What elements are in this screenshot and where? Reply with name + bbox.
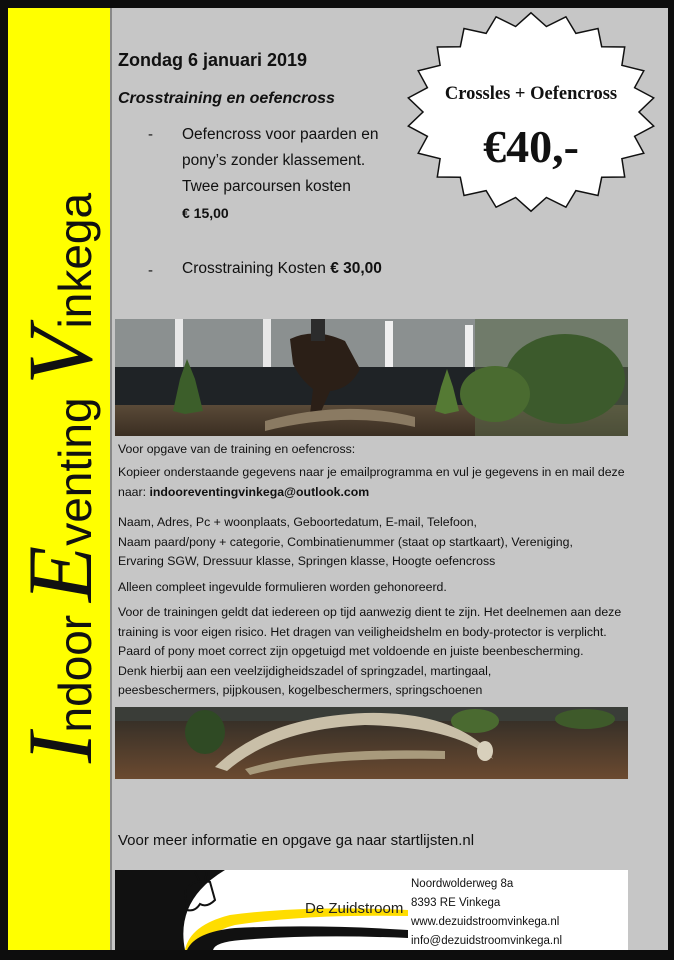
bullet-dash: -: [148, 126, 153, 143]
logo-name: De Zuidstroom: [305, 900, 404, 917]
log-jump-photo: [115, 707, 628, 779]
contact-address: Noordwolderweg 8a: [411, 878, 514, 890]
title-rest-indoor: ndoor: [49, 602, 101, 733]
bullet-line: pony’s zonder klassement.: [182, 152, 366, 169]
signup-email-link[interactable]: indooreventingvinkega@outlook.com: [149, 484, 370, 499]
bullet-oefencross: [182, 122, 422, 226]
bullet-line: Oefencross voor paarden en: [182, 126, 379, 143]
required-fields: [118, 513, 638, 572]
rules-line: training is voor eigen risico. Het dragen van veiligheidshelm en body-protector is verplicht.: [118, 624, 607, 639]
frame-border-right: [668, 0, 674, 960]
contact-postcode: 8393 RE Vinkega: [411, 897, 501, 909]
fields-line: Naam, Adres, Pc + woonplaats, Geboortedatum, E-mail, Telefoon,: [118, 515, 477, 529]
bullet-price: € 30,00: [330, 260, 382, 277]
title-rest-vinkega: inkega: [49, 192, 101, 329]
rules-line: Paard of pony moet correct zijn opgetuigd met voldoende en juiste beenbescherming.: [118, 644, 584, 658]
offer-label: Crossles + Oefencross: [444, 84, 618, 104]
arena-horse-jump-photo: [115, 319, 628, 436]
bullet-crosstraining: [182, 260, 382, 278]
more-info-line: Voor meer informatie en opgave ga naar startlijsten.nl: [118, 832, 475, 849]
bullet-text: Crosstraining Kosten: [182, 260, 331, 277]
frame-border-top: [0, 0, 674, 8]
event-subtitle: Crosstraining en oefencross: [118, 90, 335, 107]
complete-note: Alleen compleet ingevulde formulieren worden gehonoreerd.: [118, 580, 447, 594]
bullet-price: € 15,00: [182, 205, 229, 221]
zuidstroom-logo: [115, 870, 408, 950]
frame-border-left: [0, 0, 8, 960]
title-rest-eventing: venting: [49, 384, 101, 546]
contact-website-link[interactable]: www.dezuidstroomvinkega.nl: [411, 916, 560, 928]
contact-email-link[interactable]: info@dezuidstroomvinkega.nl: [411, 935, 563, 947]
rules-line: peesbeschermers, pijpkousen, kogelbeschermers, springschoenen: [118, 683, 483, 697]
bullet-line: Twee parcoursen kosten: [182, 178, 351, 195]
copy-prefix: naar:: [118, 484, 150, 499]
title-letter-e: E: [9, 545, 111, 603]
event-date-heading: Zondag 6 januari 2019: [118, 50, 308, 70]
signup-intro: Voor opgave van de training en oefencross:: [118, 442, 356, 456]
frame-border-bottom: [0, 950, 674, 960]
title-letter-i: I: [9, 732, 111, 764]
title-letter-v: V: [9, 328, 111, 385]
bullet-dash: -: [148, 262, 153, 279]
copy-line-email: [118, 483, 638, 503]
copy-instructions: [118, 463, 638, 502]
price-starburst-badge: [405, 10, 657, 215]
offer-price: €40,-: [483, 121, 579, 172]
contact-details: [408, 870, 628, 950]
vertical-title: [9, 192, 111, 764]
fields-line: Naam paard/pony + categorie, Combinatienummer (staat op startkaart), Vereniging,: [118, 534, 573, 549]
rules-line: Voor de trainingen geldt dat iedereen op tijd aanwezig dient te zijn. Het deelnemen aan deze: [118, 605, 622, 619]
rules-line: Denk hierbij aan een veelzijdigheidszadel of springzadel, martingaal,: [118, 663, 492, 678]
training-rules: [118, 603, 638, 701]
copy-line: Kopieer onderstaande gegevens naar je emailprogramma en vul je gegevens in en mail deze: [118, 465, 625, 479]
fields-line: Ervaring SGW, Dressuur klasse, Springen klasse, Hoogte oefencross: [118, 554, 496, 568]
